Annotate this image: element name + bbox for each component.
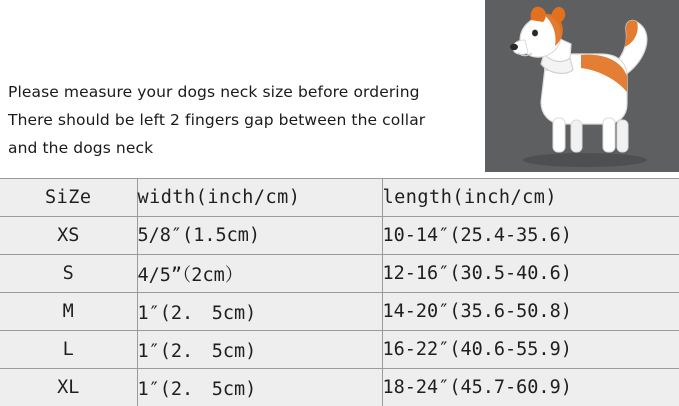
cell-length: 18-24″(45.7-60.9) xyxy=(382,369,679,406)
instruction-line-1: Please measure your dogs neck size before ordering xyxy=(8,78,478,106)
cell-width: 4/5”（2cm） xyxy=(137,255,382,293)
cell-width: 1″(2. 5cm) xyxy=(137,331,382,369)
size-chart-table xyxy=(0,178,679,406)
cell-length: 16-22″(40.6-55.9) xyxy=(382,331,679,369)
cell-size: XS xyxy=(0,217,137,255)
table-row xyxy=(0,293,679,331)
cell-size: S xyxy=(0,255,137,293)
cell-length: 12-16″(30.5-40.6) xyxy=(382,255,679,293)
instruction-line-2: There should be left 2 fingers gap between the collar xyxy=(8,106,478,134)
cell-width: 5/8″(1.5cm) xyxy=(137,217,382,255)
cell-length: 14-20″(35.6-50.8) xyxy=(382,293,679,331)
column-header-size: SiZe xyxy=(0,179,137,217)
table-row xyxy=(0,217,679,255)
dog-photo xyxy=(485,0,679,172)
table-row xyxy=(0,255,679,293)
column-header-width: width(inch/cm) xyxy=(137,179,382,217)
header-section xyxy=(0,0,679,178)
table-row xyxy=(0,369,679,406)
measuring-instructions xyxy=(8,78,478,162)
cell-length: 10-14″(25.4-35.6) xyxy=(382,217,679,255)
cell-size: L xyxy=(0,331,137,369)
dog-illustration-icon xyxy=(485,0,679,172)
cell-size: M xyxy=(0,293,137,331)
cell-size: XL xyxy=(0,369,137,406)
table-header-row xyxy=(0,179,679,217)
column-header-length: length(inch/cm) xyxy=(382,179,679,217)
cell-width: 1″(2. 5cm) xyxy=(137,293,382,331)
cell-width: 1″(2. 5cm) xyxy=(137,369,382,406)
instruction-line-3: and the dogs neck xyxy=(8,134,478,162)
table-row xyxy=(0,331,679,369)
